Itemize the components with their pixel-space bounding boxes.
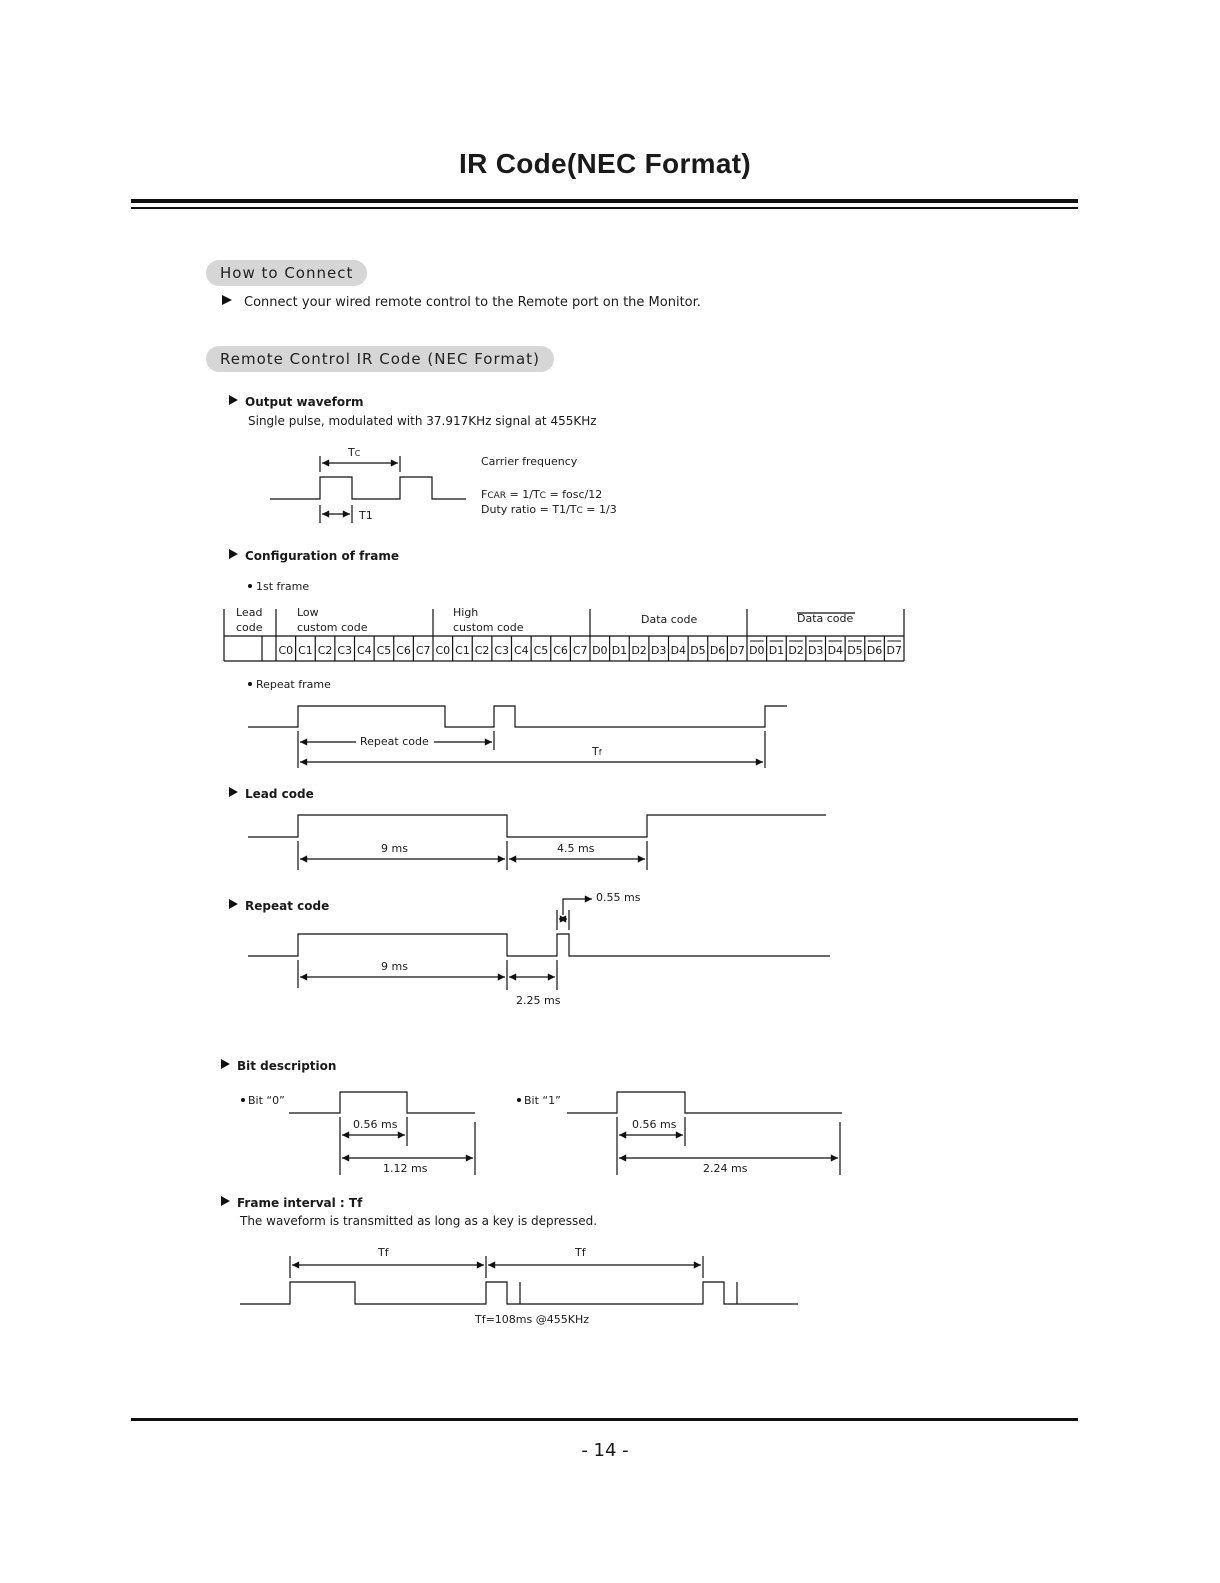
bit-cell-high-1: C1 xyxy=(455,644,470,657)
bit-cell-high-7: C7 xyxy=(572,644,588,657)
bit0-period-label: 1.12 ms xyxy=(383,1162,428,1175)
config-frame-label: Configuration of frame xyxy=(245,549,399,563)
bit-cell-low-5: C5 xyxy=(376,644,392,657)
lead-code-waveform xyxy=(248,815,826,870)
bit0-pulse-label: 0.56 ms xyxy=(353,1118,398,1131)
repeat-code-label: Repeat code xyxy=(245,899,330,913)
tc-label: TC xyxy=(348,446,361,459)
high-custom-line2: custom code xyxy=(453,621,524,634)
data-code-label: Data code xyxy=(641,613,698,626)
lead-code-label: Lead code xyxy=(245,787,314,801)
bit-cell-low-4: C4 xyxy=(356,644,372,657)
bit0-waveform xyxy=(289,1092,475,1175)
footer-rule xyxy=(131,1418,1078,1421)
low-custom-line1: Low xyxy=(297,606,319,619)
data-inv-code-label: Data code xyxy=(797,612,854,625)
bit-cell-low-3: C3 xyxy=(337,644,353,657)
bit-cell-low-1: C1 xyxy=(298,644,313,657)
bit-cell-data_inv-3: D3 xyxy=(807,644,824,657)
bit1-period-label: 2.24 ms xyxy=(703,1162,748,1175)
output-waveform-desc: Single pulse, modulated with 37.917KHz signal at 455KHz xyxy=(248,414,597,428)
tf-note: Tf=108ms @455KHz xyxy=(475,1313,590,1326)
bit-cell-data_inv-0: D0 xyxy=(749,644,765,657)
bit-cell-data-1: D1 xyxy=(611,644,628,657)
frame-tf1-label: Tf xyxy=(378,1246,389,1259)
high-custom-line1: High xyxy=(453,606,479,619)
bit-cell-data-0: D0 xyxy=(592,644,608,657)
bit-cell-high-5: C5 xyxy=(533,644,549,657)
bit-cell-data-3: D3 xyxy=(650,644,667,657)
bit-cell-high-0: C0 xyxy=(435,644,451,657)
bit-description-label: Bit description xyxy=(237,1059,337,1073)
lead-code-cell-line2: code xyxy=(236,621,263,634)
bit-cell-high-6: C6 xyxy=(553,644,568,657)
bit-cell-high-2: C2 xyxy=(474,644,490,657)
bit0-label: Bit “0” xyxy=(248,1094,285,1107)
output-waveform-label: Output waveform xyxy=(245,395,364,409)
repeat-code-span-label: Repeat code xyxy=(360,735,429,748)
page-number: - 14 - xyxy=(581,1440,629,1461)
bullet-triangles xyxy=(221,295,521,1206)
remote-control-heading: Remote Control IR Code (NEC Format) xyxy=(206,346,554,372)
page-title: IR Code(NEC Format) xyxy=(459,148,751,179)
bit-cell-data_inv-5: D5 xyxy=(847,644,863,657)
frame-interval-label: Frame interval : Tf xyxy=(237,1196,363,1210)
repeat-0.55ms-label: 0.55 ms xyxy=(596,891,641,904)
t1-label: T1 xyxy=(359,509,373,522)
bit-cell-data-4: D4 xyxy=(670,644,687,657)
bit-cell-low-0: C0 xyxy=(278,644,294,657)
bit-cell-data_inv-7: D7 xyxy=(886,644,902,657)
bit-cell-low-6: C6 xyxy=(396,644,411,657)
bit-cell-data-2: D2 xyxy=(631,644,647,657)
tf-label: Tf xyxy=(592,745,602,758)
bit-cell-data_inv-4: D4 xyxy=(827,644,844,657)
low-custom-line2: custom code xyxy=(297,621,368,634)
repeat-frame-waveform xyxy=(248,706,787,768)
first-frame-label: 1st frame xyxy=(256,580,310,593)
frame-interval-desc: The waveform is transmitted as long as a key is depressed. xyxy=(240,1214,598,1228)
repeat-frame-label: Repeat frame xyxy=(256,678,331,691)
how-to-connect-heading: How to Connect xyxy=(206,260,367,286)
bit-cell-low-7: C7 xyxy=(415,644,431,657)
how-to-connect-text: Connect your wired remote control to the Remote port on the Monitor. xyxy=(244,295,701,310)
bit1-label: Bit “1” xyxy=(524,1094,561,1107)
bit-cell-data_inv-6: D6 xyxy=(866,644,883,657)
frame-interval-waveform xyxy=(240,1256,798,1304)
bit-cell-data_inv-2: D2 xyxy=(788,644,804,657)
lead-code-cell-line1: Lead xyxy=(236,606,263,619)
lead-4.5ms-label: 4.5 ms xyxy=(557,842,595,855)
bit-cell-data-6: D6 xyxy=(709,644,726,657)
fcar-formula: FCAR = 1/TC = fosc/12 xyxy=(481,488,603,501)
bit-cell-data_inv-1: D1 xyxy=(768,644,785,657)
bit1-pulse-label: 0.56 ms xyxy=(632,1118,677,1131)
repeat-code-waveform xyxy=(248,899,830,990)
repeat-2.25ms-label: 2.25 ms xyxy=(516,994,561,1007)
bit-cell-data-7: D7 xyxy=(729,644,745,657)
bit-cell-low-2: C2 xyxy=(317,644,333,657)
carrier-frequency-label: Carrier frequency xyxy=(481,455,578,468)
lead-9ms-label: 9 ms xyxy=(381,842,408,855)
duty-ratio-formula: Duty ratio = T1/TC = 1/3 xyxy=(481,503,617,516)
bit-cell-high-3: C3 xyxy=(494,644,510,657)
repeat-9ms-label: 9 ms xyxy=(381,960,408,973)
frame-tf2-label: Tf xyxy=(575,1246,586,1259)
bit-cell-data-5: D5 xyxy=(690,644,706,657)
bit-cell-high-4: C4 xyxy=(513,644,529,657)
